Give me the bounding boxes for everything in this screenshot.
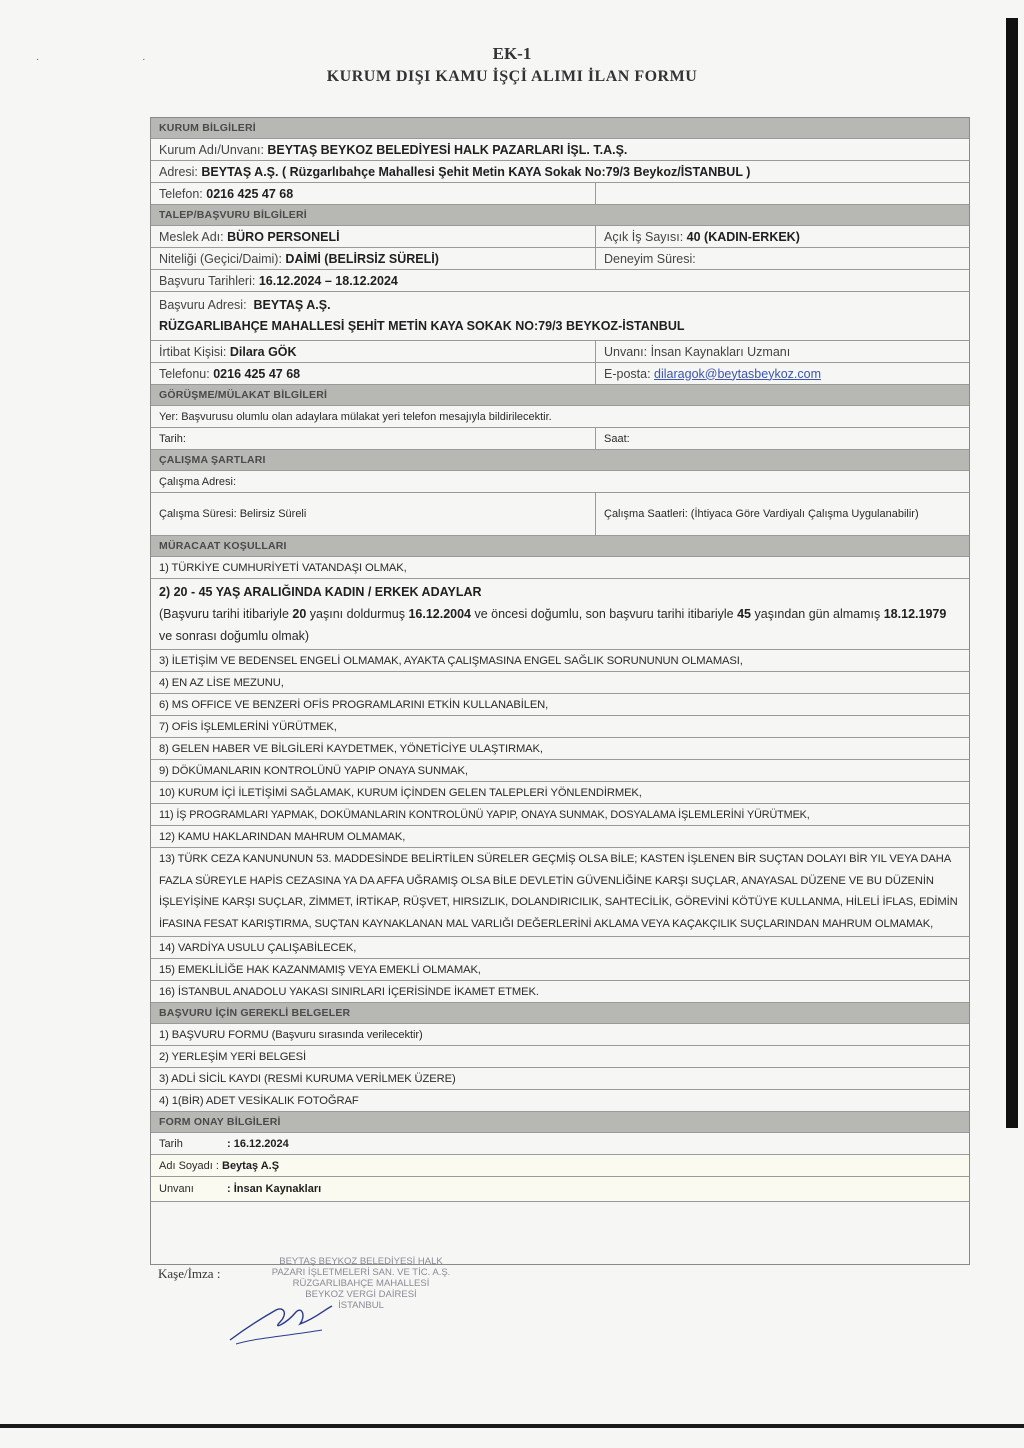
row-gorusme-yer: Yer: Başvurusu olumlu olan adaylara mülakat yeri telefon mesajıyla bildirilecektir. [151, 406, 969, 428]
section-belgeler: BAŞVURU İÇİN GEREKLİ BELGELER [151, 1003, 969, 1024]
kurum-telefon-value: 0216 425 47 68 [206, 186, 294, 201]
row-kurum-telefon: Telefon: 0216 425 47 68 [151, 183, 969, 205]
kurum-adres-value: BEYTAŞ A.Ş. ( Rüzgarlıbahçe Mahallesi Şehit Metin KAYA Sokak No:79/3 Beykoz/İSTANBUL ) [201, 164, 751, 179]
kosul-10: 10) KURUM İÇİ İLETİŞİMİ SAĞLAMAK, KURUM İÇİNDEN GELEN TALEPLERİ YÖNLENDİRMEK, [151, 782, 969, 804]
section-onay: FORM ONAY BİLGİLERİ [151, 1112, 969, 1133]
belge-4: 4) 1(BİR) ADET VESİKALIK FOTOĞRAF [151, 1090, 969, 1112]
row-onay-kase [151, 1202, 969, 1264]
row-kurum-adi: Kurum Adı/Unvanı: BEYTAŞ BEYKOZ BELEDİYESİ HALK PAZARLARI İŞL. T.A.Ş. [151, 139, 969, 161]
row-onay-tarih: Tarih : 16.12.2024 [151, 1133, 969, 1155]
scan-edge-bottom [0, 1424, 1024, 1428]
kosul-9: 9) DÖKÜMANLARIN KONTROLÜNÜ YAPIP ONAYA SUNMAK, [151, 760, 969, 782]
kosul-16: 16) İSTANBUL ANADOLU YAKASI SINIRLARI İÇERİSİNDE İKAMET ETMEK. [151, 981, 969, 1003]
belge-3: 3) ADLİ SİCİL KAYDI (RESMİ KURUMA VERİLMEK ÜZERE) [151, 1068, 969, 1090]
row-telefonu: Telefonu: 0216 425 47 68 E-posta: dilaragok@beytasbeykoz.com [151, 363, 969, 385]
ilan-form [150, 117, 970, 1265]
row-onay-unvan: Unvanı : İnsan Kaynakları [151, 1177, 969, 1202]
kosul-7: 7) OFİS İŞLEMLERİNİ YÜRÜTMEK, [151, 716, 969, 738]
kosul-6: 6) MS OFFICE VE BENZERİ OFİS PROGRAMLARINI ETKİN KULLANABİLEN, [151, 694, 969, 716]
row-basvuru-tarihleri: Başvuru Tarihleri: 16.12.2024 – 18.12.2024 [151, 270, 969, 292]
kosul-15: 15) EMEKLİLİĞE HAK KAZANMAMIŞ VEYA EMEKLİ OLMAMAK, [151, 959, 969, 981]
kosul-13: 13) TÜRK CEZA KANUNUNUN 53. MADDESİNDE BELİRTİLEN SÜRELER GEÇMİŞ OLSA BİLE; KASTEN İŞLENEN BİR SUÇTAN DOLAYI BİR YIL VEYA DAHA FAZLA SÜREYLE HAPİS CEZASINA YA DA AFFA UĞRAMIŞ OLSA BİLE DEVLETİN GÜVENLİĞİNE KARŞI SUÇLAR, ANAYASAL DÜZENE VE BU DÜZENİN İŞLEYİŞİNE KARŞI SUÇLAR, ZİMMET, İRTİKAP, RÜŞVET, HIRSIZLIK, DOLANDIRICILIK, SAHTECİLİK, GÖREVİNİ KÖTÜYE KULLANMA, HİLELİ İFLAS, EDİMİN İFASINA FESAT KARIŞTIRMA, SUÇTAN KAYNAKLANAN MAL VARLIĞI DEĞERLERİNİ AKLAMA VEYA KAÇAKÇILIK SUÇLARINDAN MAHRUM OLMAMAK, [151, 848, 969, 937]
belge-2: 2) YERLEŞİM YERİ BELGESİ [151, 1046, 969, 1068]
section-muracaat: MÜRACAAT KOŞULLARI [151, 536, 969, 557]
row-nitelik: Niteliği (Geçici/Daimi): DAİMİ (BELİRSİZ SÜRELİ) Deneyim Süresi: [151, 248, 969, 270]
kosul-2: 2) 20 - 45 YAŞ ARALIĞINDA KADIN / ERKEK ADAYLAR (Başvuru tarihi itibariyle 20 yaşını doldurmuş 16.12.2004 ve öncesi doğumlu, son başvuru tarihi itibariyle 45 yaşından gün almamış 18.12.1979 ve sonrası doğumlu olmak) [151, 579, 969, 650]
row-kurum-adres: Adresi: BEYTAŞ A.Ş. ( Rüzgarlıbahçe Mahallesi Şehit Metin KAYA Sokak No:79/3 Beykoz/İSTANBUL ) [151, 161, 969, 183]
email-link[interactable]: dilaragok@beytasbeykoz.com [654, 366, 821, 381]
section-kurum: KURUM BİLGİLERİ [151, 118, 969, 139]
kosul-14: 14) VARDİYA USULU ÇALIŞABİLECEK, [151, 937, 969, 959]
kase-imza-label: Kaşe/İmza : [158, 1266, 221, 1281]
document-title: KURUM DIŞI KAMU İŞÇİ ALIMI İLAN FORMU [326, 68, 698, 85]
scan-edge-right [1006, 18, 1018, 1128]
row-gorusme-tarih: Tarih: Saat: [151, 428, 969, 450]
row-calisma-adres: Çalışma Adresi: [151, 471, 969, 493]
kurum-adi-value: BEYTAŞ BEYKOZ BELEDİYESİ HALK PAZARLARI İŞL. T.A.Ş. [267, 142, 628, 157]
company-stamp: BEYTAŞ BEYKOZ BELEDİYESİ HALK PAZARI İŞLETMELERİ SAN. VE TİC. A.Ş. RÜZGARLIBAHÇE MAHALLESİ BEYKOZ VERGİ DAİRESİ İSTANBUL [271, 1256, 451, 1311]
row-meslek: Meslek Adı: BÜRO PERSONELİ Açık İş Sayısı: 40 (KADIN-ERKEK) [151, 226, 969, 248]
kosul-12: 12) KAMU HAKLARINDAN MAHRUM OLMAMAK, [151, 826, 969, 848]
section-calisma: ÇALIŞMA ŞARTLARI [151, 450, 969, 471]
row-irtibat: İrtibat Kişisi: Dilara GÖK Unvanı: İnsan Kaynakları Uzmanı [151, 341, 969, 363]
document-code: EK-1 [492, 44, 532, 63]
kosul-3: 3) İLETİŞİM VE BEDENSEL ENGELİ OLMAMAK, AYAKTA ÇALIŞMASINA ENGEL SAĞLIK SORUNUNUN OLMAMASI, [151, 650, 969, 672]
signature [226, 1288, 336, 1348]
kosul-8: 8) GELEN HABER VE BİLGİLERİ KAYDETMEK, YÖNETİCİYE ULAŞTIRMAK, [151, 738, 969, 760]
section-gorusme: GÖRÜŞME/MÜLAKAT BİLGİLERİ [151, 385, 969, 406]
section-talep: TALEP/BAŞVURU BİLGİLERİ [151, 205, 969, 226]
kosul-1: 1) TÜRKİYE CUMHURİYETİ VATANDAŞI OLMAK, [151, 557, 969, 579]
row-basvuru-adresi: Başvuru Adresi: BEYTAŞ A.Ş. RÜZGARLIBAHÇE MAHALLESİ ŞEHİT METİN KAYA SOKAK NO:79/3 BEYKOZ-İSTANBUL [151, 292, 969, 341]
scan-specks: · · [36, 54, 196, 65]
row-onay-adsoyad: Adı Soyadı : Beytaş A.Ş [151, 1155, 969, 1177]
kosul-4: 4) EN AZ LİSE MEZUNU, [151, 672, 969, 694]
row-calisma-sure: Çalışma Süresi: Belirsiz Süreli Çalışma Saatleri: (İhtiyaca Göre Vardiyalı Çalışma Uygulanabilir) [151, 493, 969, 536]
kosul-11: 11) İŞ PROGRAMLARI YAPMAK, DOKÜMANLARIN KONTROLÜNÜ YAPIP, ONAYA SUNMAK, DOSYALAMA İŞLEMLERİNİ YÜRÜTMEK, [151, 804, 969, 826]
belge-1: 1) BAŞVURU FORMU (Başvuru sırasında verilecektir) [151, 1024, 969, 1046]
